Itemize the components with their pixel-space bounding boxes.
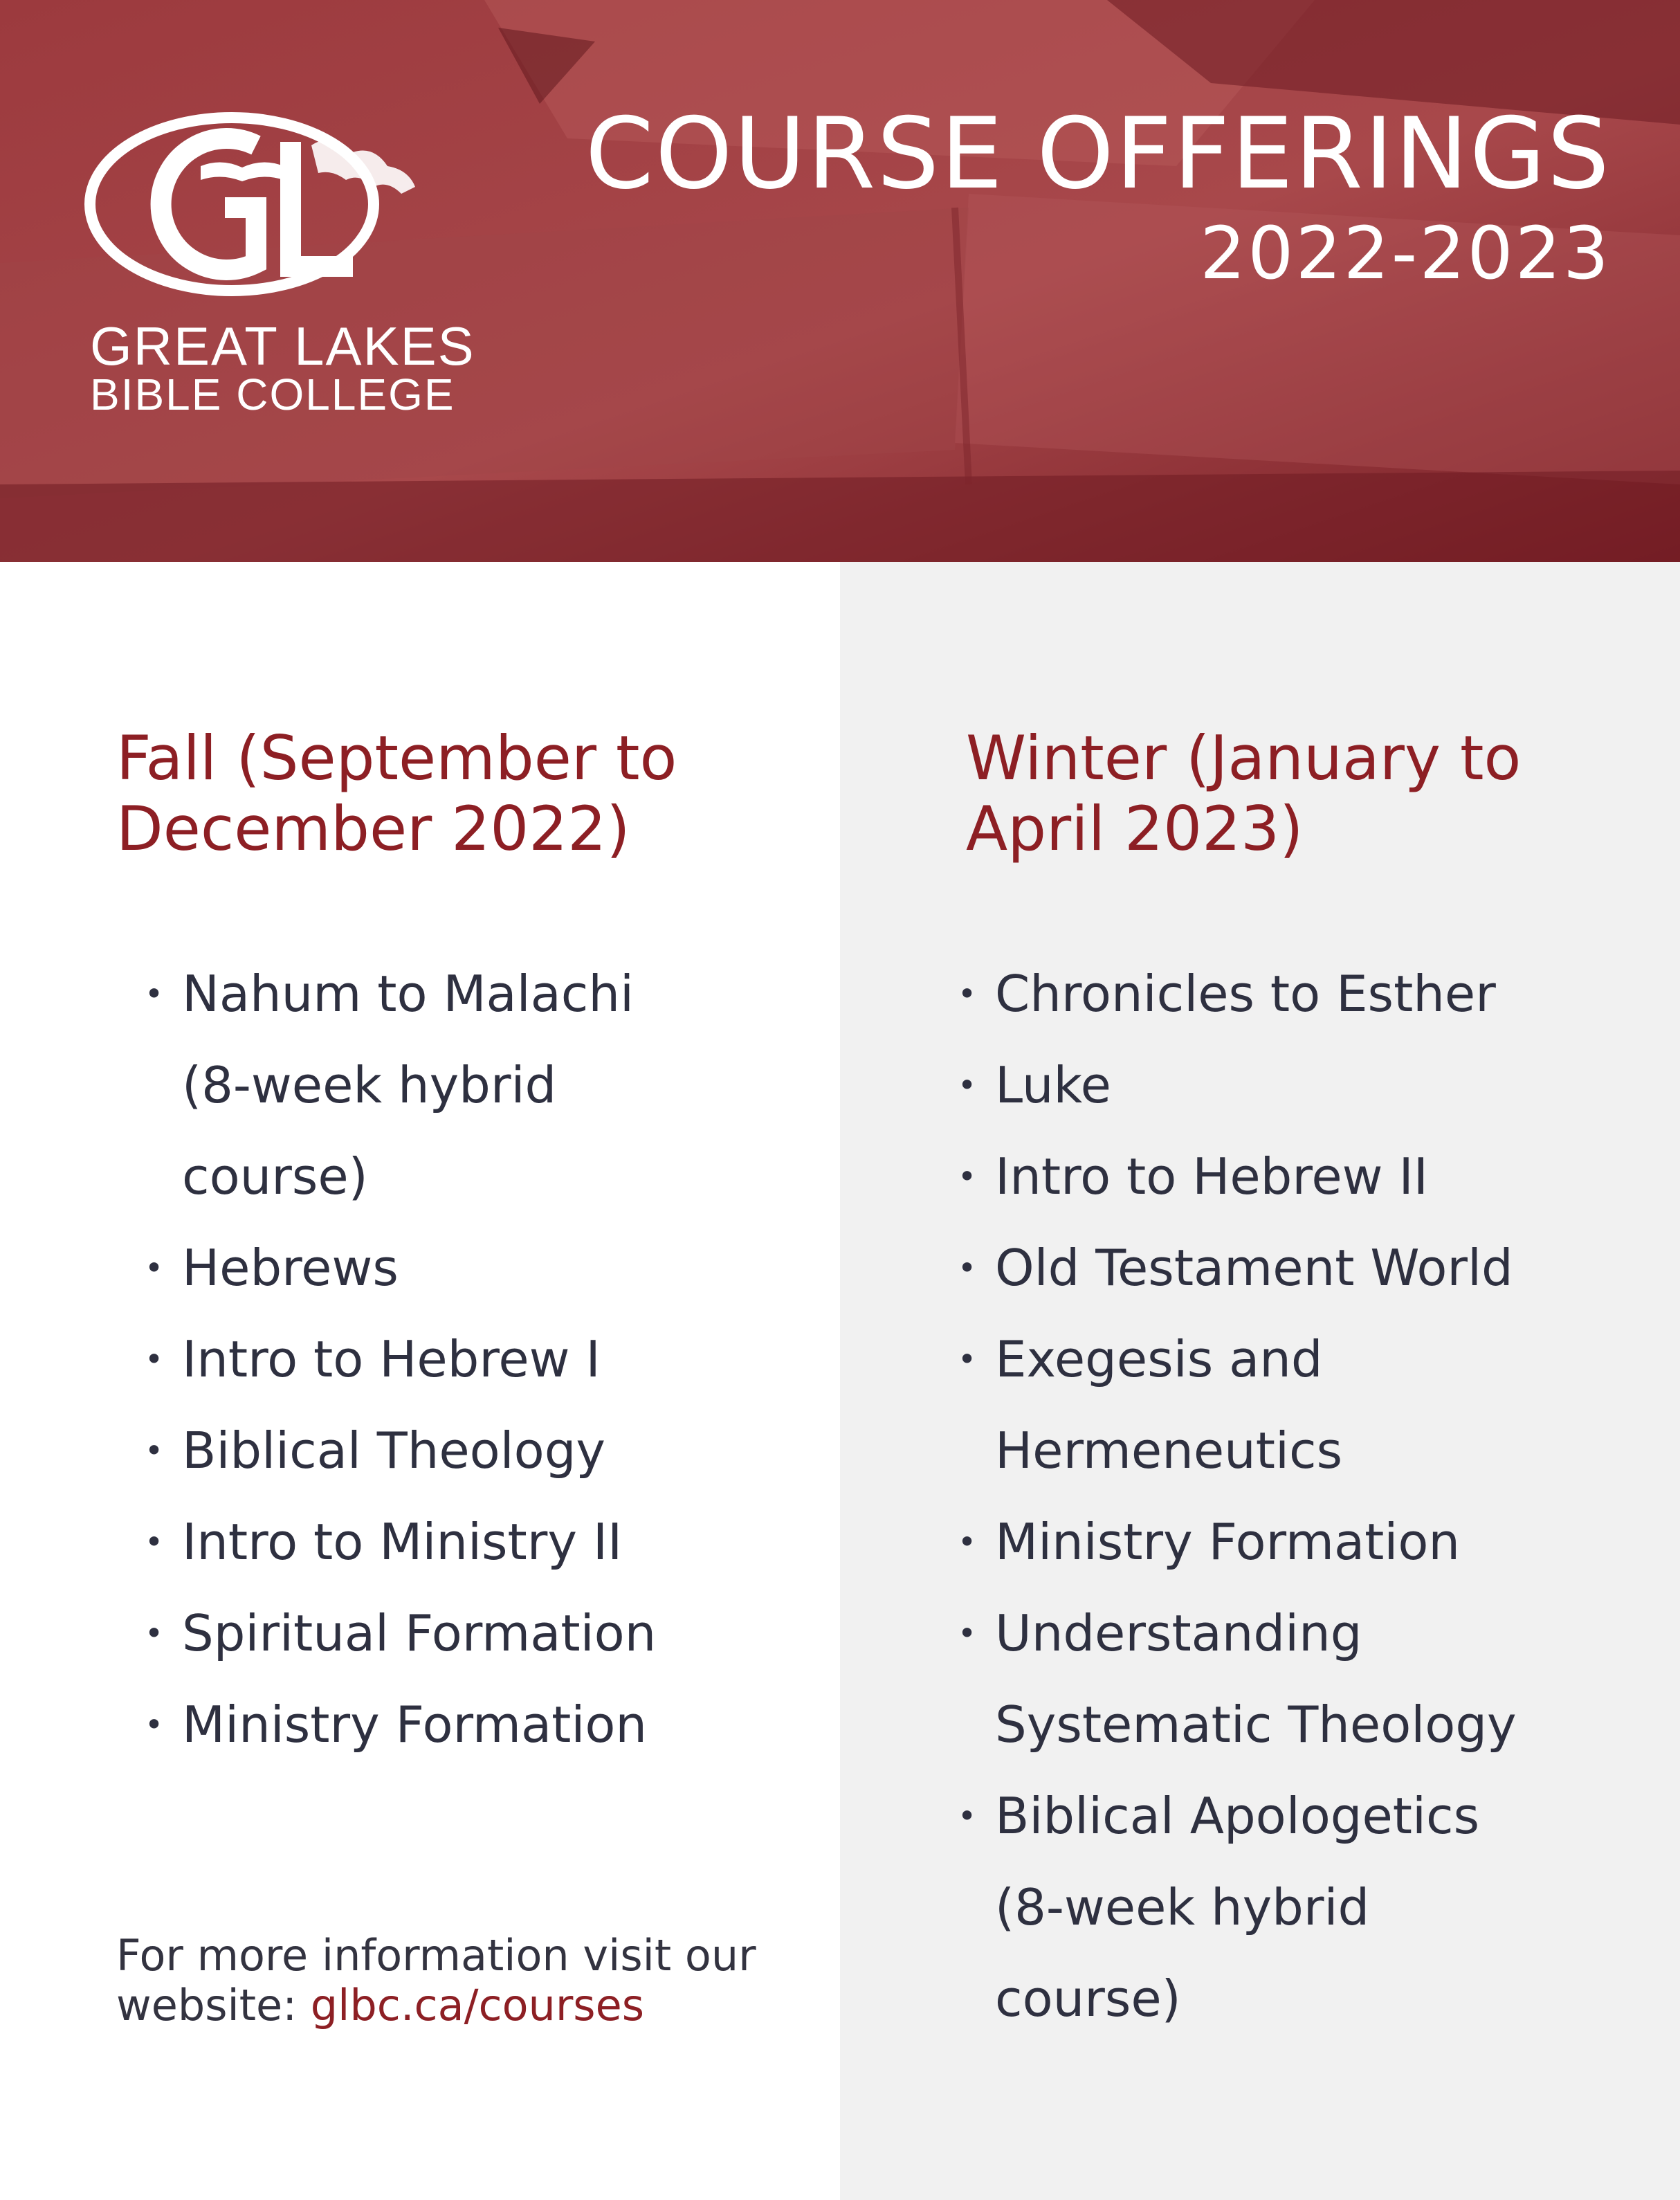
course-item [142,1588,765,1679]
course-item [142,1496,765,1588]
course-item [955,1313,1647,1405]
logo-name-line1: GREAT LAKES [90,316,475,376]
course-item [955,1039,1647,1131]
course-item [142,1405,765,1496]
course-name: Intro to Hebrew I [182,1330,601,1388]
course-name: Hermeneutics [995,1421,1343,1480]
course-name: Luke [995,1056,1111,1114]
more-info-text [116,1931,774,2030]
course-item [142,1313,765,1405]
fall-heading-line1: Fall (September to [116,722,677,794]
academic-year: 2022-2023 [1200,211,1611,296]
logo-name-line2: BIBLE COLLEGE [90,370,455,419]
course-name: course) [182,1147,368,1206]
bullet-icon: • [145,1706,164,1743]
course-item [142,948,765,1039]
course-item [955,1496,1647,1588]
page-title: COURSE OFFERINGS [585,97,1611,211]
course-item [142,1679,765,1770]
fall-heading [116,723,808,864]
course-item-continued [955,1862,1647,1953]
bullet-icon: • [958,1615,977,1652]
bullet-icon: • [958,1797,977,1835]
course-name: Intro to Ministry II [182,1513,623,1571]
course-name: Systematic Theology [995,1696,1517,1754]
bullet-icon: • [145,1432,164,1469]
course-item [142,1222,765,1313]
course-name: Biblical Theology [182,1421,606,1480]
course-item-continued [142,1039,765,1131]
college-logo [83,104,526,422]
fall-heading-line2: December 2022) [116,793,630,864]
bullet-icon: • [958,1523,977,1561]
winter-heading-line2: April 2023) [966,793,1304,864]
winter-heading [966,723,1658,864]
bullet-icon: • [958,1066,977,1104]
bullet-icon: • [958,1158,977,1195]
course-name: Exegesis and [995,1330,1323,1388]
more-info-prefix: website: [116,1980,311,2030]
course-name: Old Testament World [995,1239,1513,1297]
glbc-logo-emblem-icon [83,104,471,311]
course-item-continued [142,1131,765,1222]
course-item [955,1770,1647,1862]
course-name: (8-week hybrid [995,1878,1370,1936]
course-name: course) [995,1970,1181,2028]
course-name: Chronicles to Esther [995,965,1496,1023]
course-item-continued [955,1679,1647,1770]
course-name: Understanding [995,1604,1362,1662]
bullet-icon: • [958,1249,977,1287]
bullet-icon: • [145,1340,164,1378]
fall-course-list [142,948,765,1770]
courses-website-link[interactable]: glbc.ca/courses [310,1980,645,2030]
course-item [955,1222,1647,1313]
course-name: Nahum to Malachi [182,965,634,1023]
more-info-line1: For more information visit our [116,1930,756,1981]
course-name: Spiritual Formation [182,1604,657,1662]
course-name: Ministry Formation [182,1696,648,1754]
course-name: Biblical Apologetics [995,1787,1480,1845]
course-item-continued [955,1405,1647,1496]
course-name: Intro to Hebrew II [995,1147,1428,1206]
winter-heading-line1: Winter (January to [966,722,1522,794]
bullet-icon: • [145,1249,164,1287]
course-item-continued [955,1953,1647,2044]
winter-course-list [955,948,1647,2044]
more-info-line2 [116,1981,774,2030]
bullet-icon: • [145,1615,164,1652]
bullet-icon: • [958,975,977,1012]
bullet-icon: • [958,1340,977,1378]
course-item [955,948,1647,1039]
bullet-icon: • [145,975,164,1012]
course-item [955,1131,1647,1222]
course-item [955,1588,1647,1679]
bullet-icon: • [145,1523,164,1561]
course-name: Ministry Formation [995,1513,1461,1571]
course-name: (8-week hybrid [182,1056,557,1114]
course-name: Hebrews [182,1239,399,1297]
header-banner [0,0,1680,562]
